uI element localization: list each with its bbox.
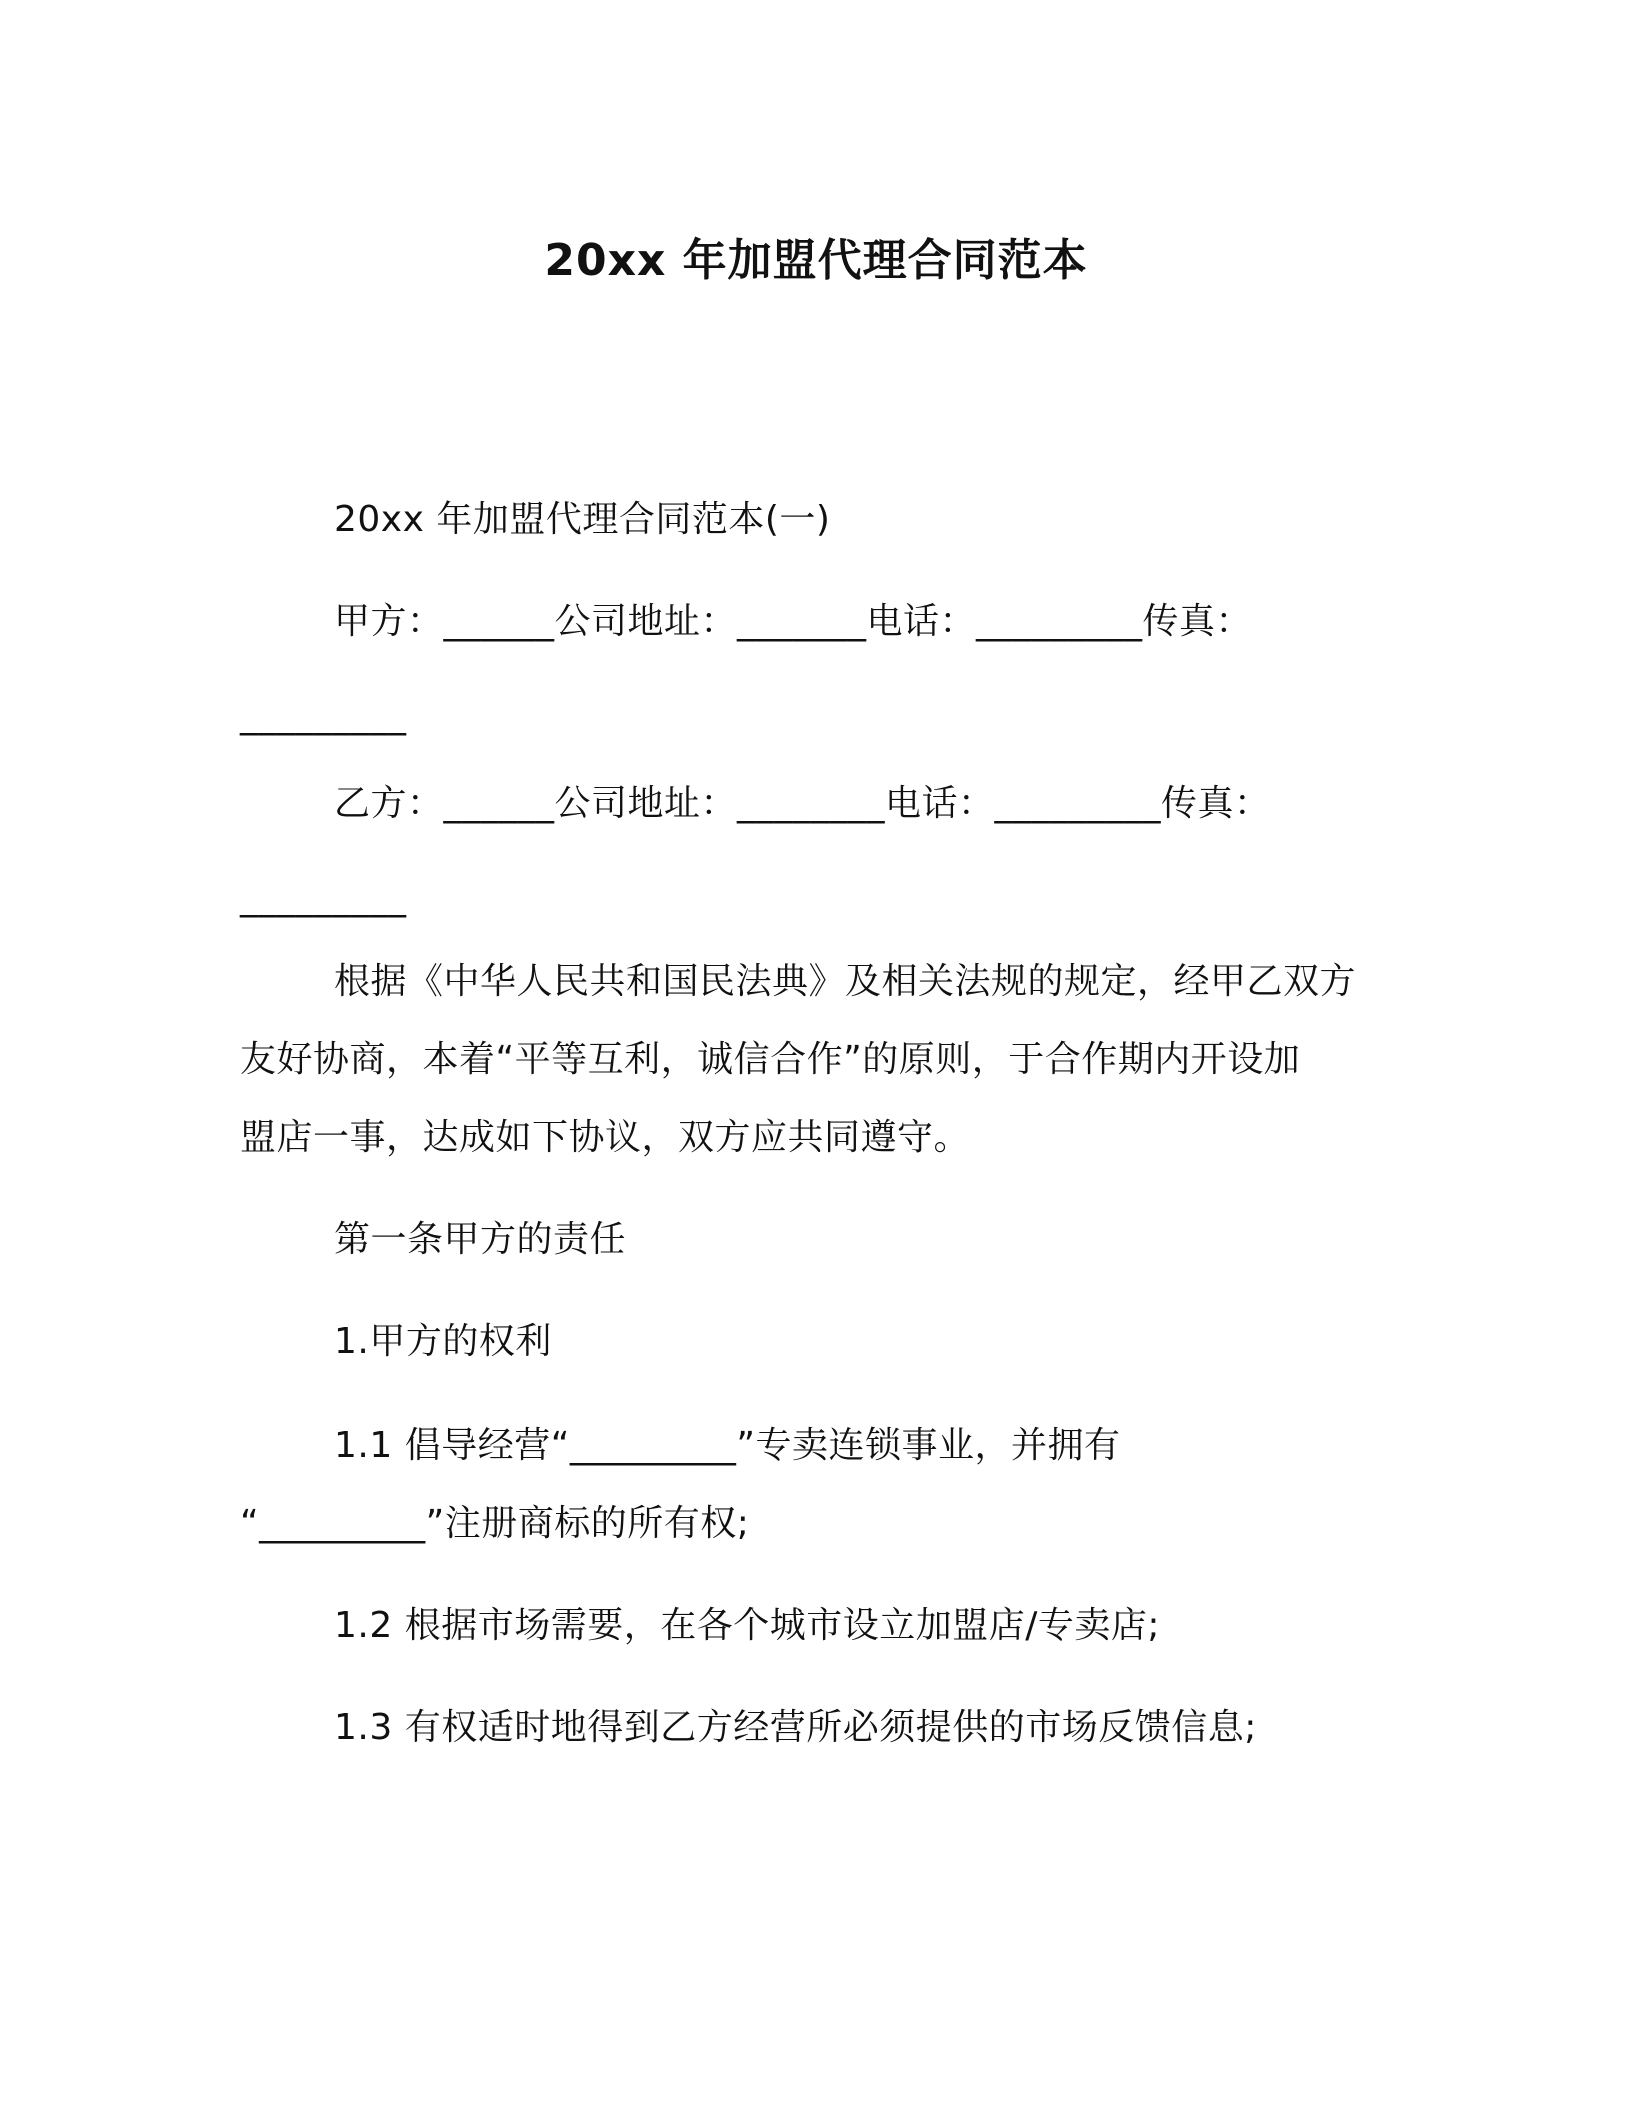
document-title: 20xx 年加盟代理合同范本	[544, 235, 1088, 286]
party-b-fax-blank: _________	[240, 877, 407, 918]
clause-1-3: 1.3 有权适时地得到乙方经营所必须提供的市场反馈信息;	[334, 1707, 1257, 1748]
section-heading: 20xx 年加盟代理合同范本(一)	[334, 499, 831, 540]
clause-1-1-line-1: 1.1 倡导经营“_________”专卖连锁事业，并拥有	[334, 1425, 1121, 1466]
clause-1-1-line-2: “_________”注册商标的所有权;	[240, 1503, 750, 1544]
preamble-line-1: 根据《中华人民共和国民法典》及相关法规的规定，经甲乙双方	[334, 961, 1357, 1002]
preamble-line-2: 友好协商，本着“平等互利，诚信合作”的原则，于合作期内开设加	[240, 1039, 1301, 1080]
preamble-line-3: 盟店一事，达成如下协议，双方应共同遵守。	[240, 1117, 971, 1158]
party-a-line: 甲方：______公司地址：_______电话：_________传真：	[334, 601, 1253, 642]
clause-1-2: 1.2 根据市场需要，在各个城市设立加盟店/专卖店;	[334, 1605, 1160, 1646]
article-1-heading: 第一条甲方的责任	[334, 1219, 627, 1260]
party-b-line: 乙方：______公司地址：________电话：_________传真：	[334, 783, 1271, 824]
clause-1-heading: 1.甲方的权利	[334, 1321, 552, 1362]
party-a-fax-blank: _________	[240, 695, 407, 736]
